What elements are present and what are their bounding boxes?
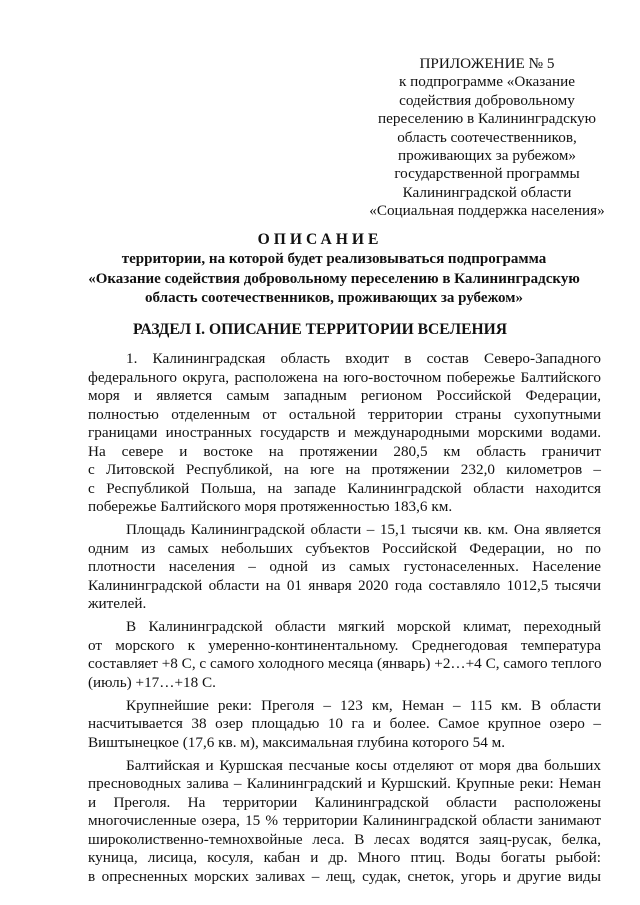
- appendix-line: содействия добровольному: [399, 91, 575, 109]
- paragraph-line: составляет +8 С, с самого холодного месяца (январь) +2…+4 С, самого теплого: [88, 655, 602, 672]
- paragraph-line: Балтийская и Куршская песчаные косы отделяют от моря два больших: [126, 756, 601, 774]
- appendix-line: «Социальная поддержка населения»: [369, 202, 605, 220]
- paragraph-line: многочисленные озера, 15 % территории Калининградской области занимают: [88, 812, 601, 829]
- paragraph-line: границами иностранных государств и международными морскими водами.: [88, 424, 601, 441]
- paragraph-line: Виштынецкое (17,6 кв. м), максимальная глубина которого 54 м.: [88, 733, 506, 751]
- appendix-line: область соотечественников,: [397, 128, 577, 146]
- paragraph-line: пресноводных залива – Калининградский и Куршский. Крупные реки: Неман: [88, 775, 601, 792]
- paragraph-line: Площадь Калининградской области – 15,1 тысячи кв. км. Она является: [126, 521, 601, 538]
- appendix-line: проживающих за рубежом»: [397, 147, 577, 165]
- paragraph-2: [88, 521, 601, 614]
- appendix-line: ПРИЛОЖЕНИЕ № 5: [419, 55, 555, 72]
- paragraph-line: моря и является самым западным регионом Российской Федерации,: [88, 387, 601, 404]
- paragraph-line: и Преголя. На территории Калининградской области расположены: [88, 793, 601, 811]
- appendix-line: государственной программы: [394, 165, 580, 183]
- paragraph-line: федерального округа, расположена на юго-восточном побережье Балтийского: [88, 368, 601, 386]
- section-heading: РАЗДЕЛ I. ОПИСАНИЕ ТЕРРИТОРИИ ВСЕЛЕНИЯ: [132, 321, 508, 338]
- appendix-line: к подпрограмме «Оказание: [398, 73, 575, 91]
- paragraph-line: Крупнейшие реки: Преголя – 123 км, Неман – 115 км. В области: [126, 696, 601, 714]
- subtitle-line: «Оказание содействия добровольному переселению в Калининградскую: [88, 270, 580, 287]
- paragraph-line: 1. Калининградская область входит в состав Северо-Западного: [126, 350, 601, 367]
- paragraph-3: [88, 618, 601, 692]
- paragraph-line: плотности населения – одной из самых густонаселенных. Население: [88, 558, 601, 575]
- paragraph-line: куница, лисица, косуля, кабан и др. Много птиц. Воды богаты рыбой:: [88, 849, 601, 866]
- appendix-line: переселению в Калининградскую: [378, 110, 596, 128]
- paragraph-line: полностью отделенным от остальной территории страны сухопутными: [88, 405, 601, 423]
- paragraph-line: жителей.: [88, 595, 147, 612]
- paragraph-line: с Литовской Республикой, на юге на протяжении 232,0 километров –: [88, 461, 601, 478]
- appendix-line: Калининградской области: [402, 183, 572, 201]
- paragraph-1: [88, 350, 601, 517]
- document-body: [88, 350, 601, 891]
- paragraph-line: от морского к умеренно-континентальному. Среднегодовая температура: [88, 636, 601, 654]
- paragraph-4: [88, 697, 601, 753]
- appendix-header: [362, 55, 612, 221]
- paragraph-line: (июль) +17…+18 С.: [88, 673, 216, 691]
- paragraph-line: насчитывается 38 озер площадью 10 га и более. Самое крупное озеро –: [88, 715, 601, 732]
- subtitle-line: область соотечественников, проживающих за рубежом»: [145, 290, 523, 306]
- paragraph-line: побережье Балтийского моря протяженностью 183,6 км.: [88, 498, 453, 515]
- paragraph-line: с Республикой Польша, на западе Калининградской области находится: [88, 479, 601, 497]
- paragraph-line: одним из самых небольших субъектов Российской Федерации, но по: [88, 539, 601, 557]
- paragraph-line: в опресненных морских заливах – лещ, судак, снеток, угорь и другие виды: [88, 867, 601, 885]
- paragraph-5: [88, 757, 601, 887]
- paragraph-line: На севере и востоке на протяжении 280,5 км область граничит: [88, 442, 601, 460]
- paragraph-line: В Калининградской области мягкий морской климат, переходный: [126, 618, 601, 635]
- subtitle-line: территории, на которой будет реализовываться подпрограмма: [121, 251, 547, 267]
- paragraph-line: широколиственно-темнохвойные леса. В лесах водятся заяц-русак, белка,: [88, 830, 601, 848]
- document-subtitle: [80, 250, 588, 309]
- paragraph-line: Калининградской области на 01 января 2020 года составляло 1012,5 тысячи: [88, 576, 601, 594]
- document-title: ОПИСАНИЕ: [257, 231, 383, 248]
